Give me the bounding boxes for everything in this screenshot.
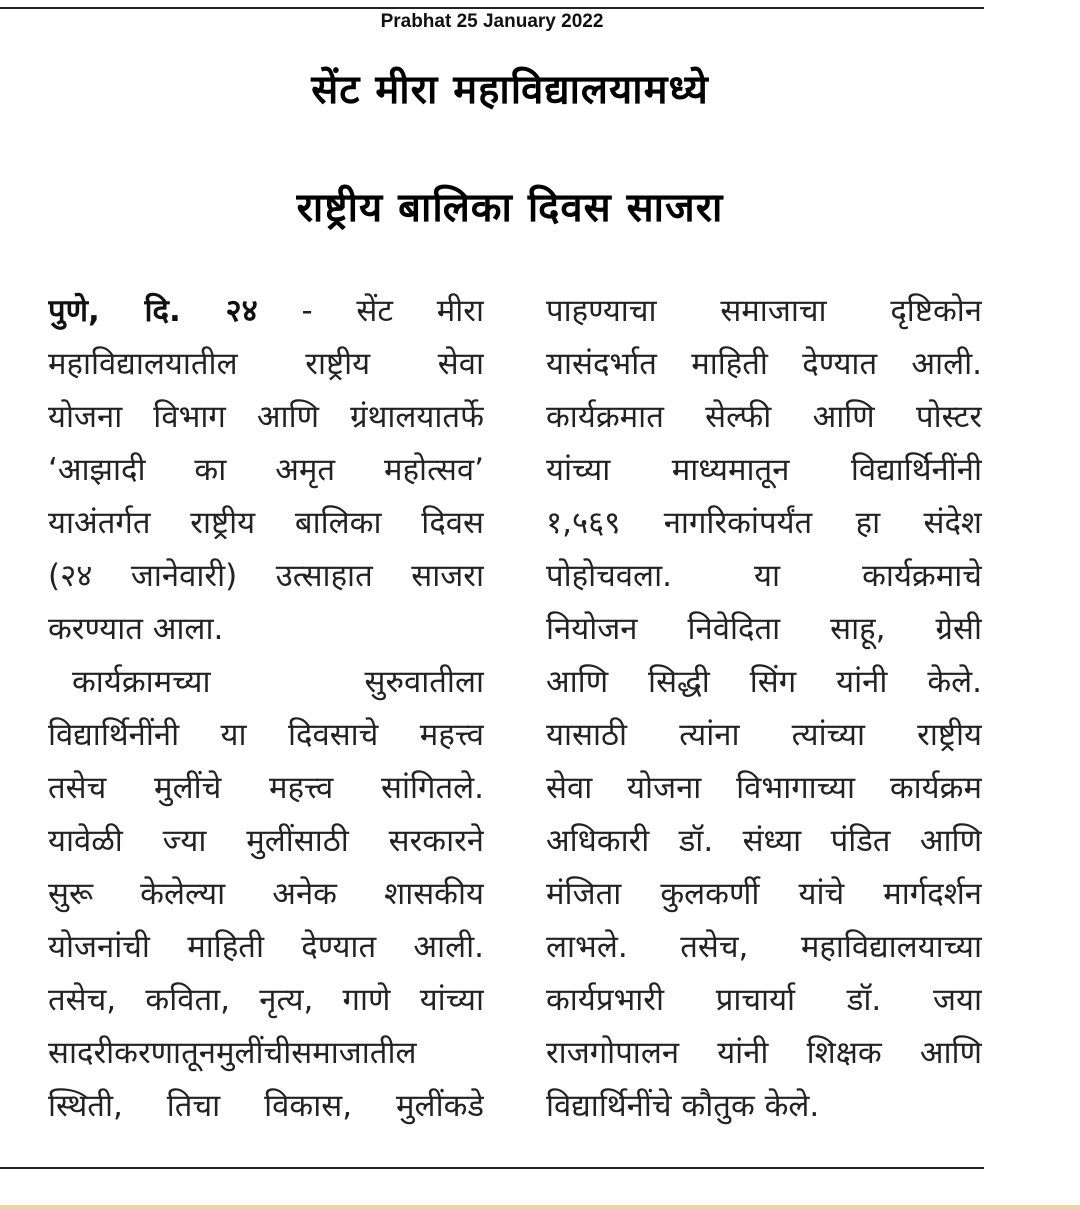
article-line: (२४ जानेवारी) उत्साहात साजरा [48,558,484,594]
headline-line-2: राष्ट्रीय बालिका दिवस साजरा [296,185,724,231]
article-line: आणि सिद्धी सिंग यांनी केले. [546,664,982,700]
page-edge [0,1205,1080,1209]
article-line: यासाठी त्यांना त्यांच्या राष्ट्रीय [546,717,982,753]
article-line: कार्यक्रामच्या सुरुवातीला [72,664,484,700]
article-line: करण्यात आला. [48,611,224,647]
top-rule [0,7,984,9]
article-line: सादरीकरणातूनमुलींचीसमाजातील [48,1035,417,1071]
article-line: याअंतर्गत राष्ट्रीय बालिका दिवस [48,505,484,541]
article-line: योजना विभाग आणि ग्रंथालयातर्फे [48,399,484,435]
article-line: नियोजन निवेदिता साहू, ग्रेसी [546,611,982,647]
article-line: १,५६९ नागरिकांपर्यंत हा संदेश [546,505,982,541]
bottom-rule [0,1167,984,1169]
article-column-left [48,285,484,1133]
article-line [48,285,484,338]
article-line: कार्यक्रमात सेल्फी आणि पोस्टर [546,399,982,435]
headline-line-1: सेंट मीरा महाविद्यालयामध्ये [311,67,709,113]
article-line: मंजिता कुलकर्णी यांचे मार्गदर्शन [546,876,982,912]
article-line: सुरू केलेल्या अनेक शासकीय [48,876,484,912]
article-line: राजगोपालन यांनी शिक्षक आणि [546,1035,982,1071]
article-line: विद्यार्थिनींचे कौतुक केले. [546,1088,820,1124]
dateline: Prabhat 25 January 2022 [380,11,604,32]
article-line-text: - सेंट मीरा [301,293,484,329]
article-line: पाहण्याचा समाजाचा दृष्टिकोन [546,293,982,329]
article-line: यासंदर्भात माहिती देण्यात आली. [546,346,982,382]
article-line: स्थिती, तिचा विकास, मुलींकडे [48,1088,484,1124]
article-line: महाविद्यालयातील राष्ट्रीय सेवा [48,346,484,382]
article-line: ‘आझादी का अमृत महोत्सव’ [48,452,484,488]
article-line: सेवा योजना विभागाच्या कार्यक्रम [546,770,982,806]
article-line: तसेच मुलींचे महत्त्व सांगितले. [48,770,484,806]
article-line: योजनांची माहिती देण्यात आली. [48,929,484,965]
article-line: यावेळी ज्या मुलींसाठी सरकारने [48,823,484,859]
article-line: विद्यार्थिनींनी या दिवसाचे महत्त्व [48,717,484,753]
article-lead: पुणे, दि. २४ [48,293,258,329]
article-column-right [546,285,982,1133]
article-line: तसेच, कविता, नृत्य, गाणे यांच्या [48,982,484,1018]
article-line: कार्यप्रभारी प्राचार्या डॉ. जया [546,982,982,1018]
article-line: पोहोचवला. या कार्यक्रमाचे [546,558,982,594]
article-line: यांच्या माध्यमातून विद्यार्थिनींनी [546,452,982,488]
article-line: लाभले. तसेच, महाविद्यालयाच्या [546,929,982,965]
article-line: अधिकारी डॉ. संध्या पंडित आणि [546,823,982,859]
